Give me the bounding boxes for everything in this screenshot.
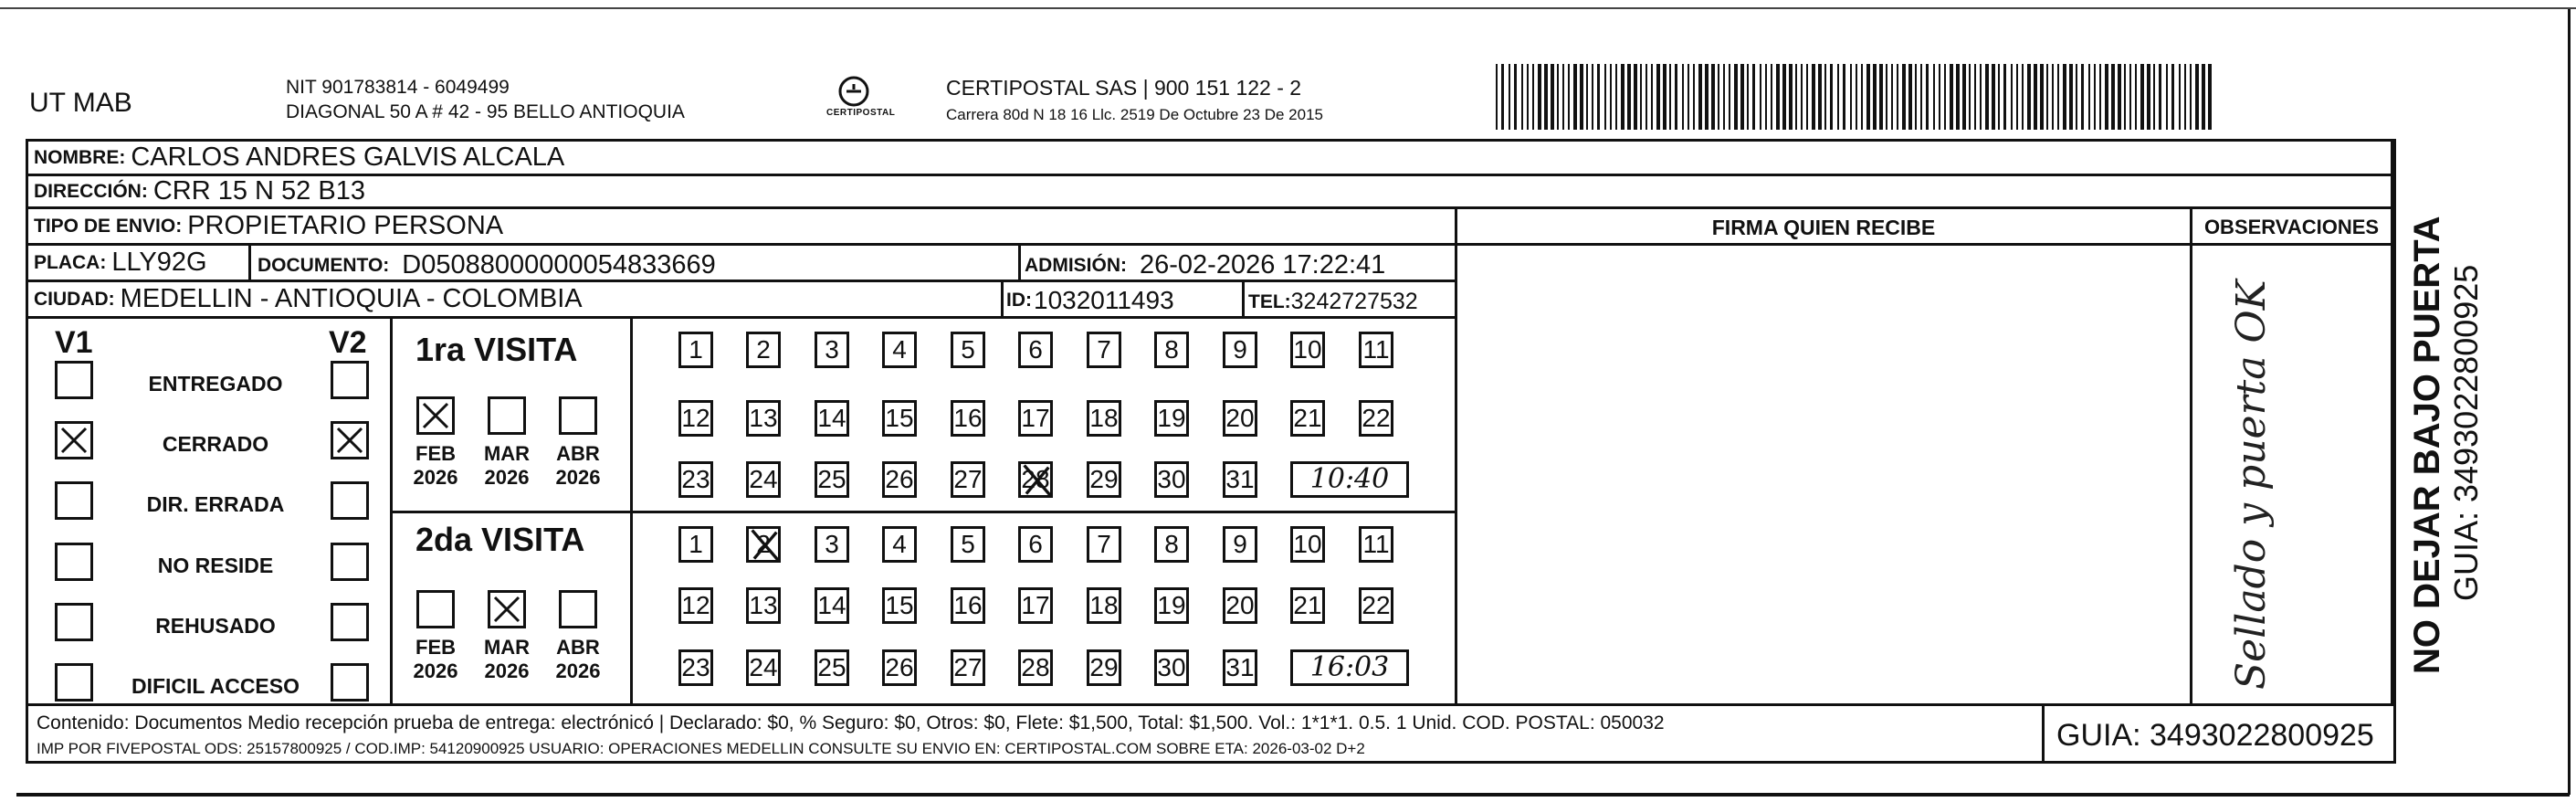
- day-box[interactable]: 10: [1290, 526, 1325, 563]
- day-box[interactable]: 21: [1290, 400, 1325, 437]
- status-option-label: ENTREGADO: [148, 372, 283, 396]
- barcode-bar: [1532, 64, 1534, 130]
- barcode-bar: [2040, 64, 2044, 130]
- day-box[interactable]: 19: [1154, 400, 1189, 437]
- side-warning: NO DEJAR BAJO PUERTA: [2407, 216, 2447, 674]
- barcode-bar: [1501, 64, 1504, 130]
- v1-label: V1: [55, 325, 93, 360]
- barcode-bar: [1615, 64, 1617, 130]
- status-option-label: REHUSADO: [155, 614, 276, 638]
- footer-print-line: IMP POR FIVEPOSTAL ODS: 25157800925 / COD.IMP: 54120900925 USUARIO: OPERACIONES MEDELLIN CONSULTE SU ENVIO EN: CERTIPOSTAL.COM SOBRE ETA: 2026-03-02 D+2: [37, 740, 1365, 757]
- v1-checkbox[interactable]: [55, 543, 93, 581]
- day-box[interactable]: 11: [1359, 526, 1393, 563]
- barcode-bar: [1521, 64, 1523, 130]
- barcode-bar: [2202, 64, 2205, 130]
- barcode-bar: [1771, 64, 1772, 130]
- plate-number: LLY92G: [111, 248, 207, 277]
- divider: [248, 246, 251, 282]
- barcode-bar: [2052, 64, 2054, 130]
- barcode-bar: [1843, 64, 1845, 130]
- barcode-bar: [2129, 64, 2131, 130]
- month-checkbox[interactable]: [559, 396, 597, 435]
- barcode-bar: [2166, 64, 2168, 130]
- barcode-bar: [1573, 64, 1577, 130]
- barcode-bar: [1669, 64, 1671, 130]
- barcode-bar: [2135, 64, 2137, 130]
- barcode-bar: [1902, 64, 1906, 130]
- v1-checkbox[interactable]: [55, 481, 93, 520]
- barcode-bar: [1782, 64, 1786, 130]
- barcode-bar: [1962, 64, 1966, 130]
- barcode-bar: [1866, 64, 1870, 130]
- barcode-bar: [2022, 64, 2024, 130]
- barcode-bar: [2208, 64, 2212, 130]
- barcode-bar: [1610, 64, 1612, 130]
- barcode-bar: [2159, 64, 2161, 130]
- barcode-bar: [2190, 64, 2192, 130]
- barcode-bar: [2094, 64, 2096, 130]
- recipient-address: CRR 15 N 52 B13: [152, 176, 365, 206]
- day-box[interactable]: 24: [746, 649, 781, 686]
- barcode-bar: [1850, 64, 1852, 130]
- visit2-title: 2da VISITA: [415, 521, 585, 558]
- barcode-bar: [1627, 64, 1631, 130]
- barcode-bar: [1856, 64, 1857, 130]
- month-year: 2026: [413, 466, 458, 489]
- day-box[interactable]: 5: [951, 332, 985, 368]
- barcode-bar: [2195, 64, 2199, 130]
- visit-time: 10:40: [1290, 461, 1409, 498]
- barcode-bar: [1908, 64, 1912, 130]
- day-mark-icon: [746, 526, 783, 563]
- id-number: 1032011493: [1034, 286, 1174, 314]
- barcode-bar: [1551, 64, 1554, 130]
- month-label: FEB: [415, 636, 456, 659]
- day-box[interactable]: 3: [815, 332, 849, 368]
- phone-number: 3242727532: [1290, 289, 1418, 314]
- day-box[interactable]: 11: [1359, 332, 1393, 368]
- day-box[interactable]: 17: [1018, 400, 1053, 437]
- page-top-edge: [0, 7, 2576, 9]
- month-label: MAR: [483, 636, 531, 659]
- page-right-edge: [2568, 9, 2571, 795]
- barcode-bar: [1723, 64, 1725, 130]
- barcode-bar: [1557, 64, 1559, 130]
- barcode-bar: [1886, 64, 1887, 130]
- barcode-bar: [1592, 64, 1593, 130]
- barcode-bar: [1933, 64, 1935, 130]
- status-option-label: DIFICIL ACCESO: [131, 674, 300, 698]
- status-option-label: DIR. ERRADA: [146, 492, 285, 516]
- day-box[interactable]: 8: [1154, 526, 1189, 563]
- barcode-bar: [1879, 64, 1883, 130]
- observaciones-handwriting: Sellado y puerta OK: [2228, 280, 2275, 690]
- status-option-label: NO RESIDE: [157, 554, 274, 577]
- barcode-bar: [1776, 64, 1780, 130]
- barcode-bar: [1747, 64, 1749, 130]
- footer-guia: GUIA: 3493022800925: [2056, 718, 2374, 753]
- day-box[interactable]: 1: [678, 332, 713, 368]
- admission-datetime: 26-02-2026 17:22:41: [1140, 250, 1386, 280]
- barcode-bar: [1795, 64, 1797, 130]
- day-box[interactable]: 20: [1223, 400, 1257, 437]
- barcode-bar: [1760, 64, 1761, 130]
- barcode-bar: [1621, 64, 1624, 130]
- day-box[interactable]: 27: [951, 461, 985, 498]
- barcode-bar: [2171, 64, 2174, 130]
- day-box[interactable]: 2: [746, 332, 781, 368]
- day-box[interactable]: 22: [1359, 400, 1393, 437]
- barcode-bar: [1891, 64, 1893, 130]
- day-box[interactable]: 23: [678, 649, 713, 686]
- barcode-bar: [1634, 64, 1637, 130]
- barcode-bar: [2099, 64, 2101, 130]
- barcode-bar: [2184, 64, 2186, 130]
- side-guia: GUIA: 3493022800925: [2447, 264, 2485, 601]
- barcode-bar: [1752, 64, 1755, 130]
- day-box[interactable]: 15: [882, 400, 917, 437]
- barcode-bar: [1663, 64, 1667, 130]
- barcode-bar: [1718, 64, 1719, 130]
- courier-license: Carrera 80d N 18 16 Llc. 2519 De Octubre 23 De 2015: [946, 106, 1323, 123]
- footer-content-line: Contenido: Documentos Medio recepción prueba de entrega: electrónicó | Declarado: $0, % Seguro: $0, Otros: $0, Flete: $1,500, Total: $1,500. Vol.: 1*1*1. 0.5. 1 Unid. COD. POSTAL: 050032: [37, 712, 1665, 733]
- day-box[interactable]: 5: [951, 526, 985, 563]
- day-box[interactable]: 20: [1223, 587, 1257, 624]
- barcode-bar: [1580, 64, 1583, 130]
- signature-divider-left: [1455, 209, 1457, 703]
- v2-checkbox[interactable]: [331, 663, 369, 702]
- day-box[interactable]: 29: [1087, 461, 1121, 498]
- documento-field: DOCUMENTO: D05088000000054833669: [258, 250, 716, 280]
- tel-field: TEL: 3242727532: [1248, 289, 1418, 314]
- barcode-bar: [1998, 64, 2000, 130]
- v2-label: V2: [329, 325, 367, 360]
- barcode-bar: [2076, 64, 2077, 130]
- barcode-bar: [1980, 64, 1982, 130]
- barcode-bar: [1897, 64, 1898, 130]
- barcode-bar: [1801, 64, 1803, 130]
- month-year: 2026: [484, 466, 530, 489]
- barcode-bar: [1818, 64, 1822, 130]
- day-box[interactable]: 21: [1290, 587, 1325, 624]
- barcode-bar: [2179, 64, 2181, 130]
- day-box[interactable]: 31: [1223, 461, 1257, 498]
- v1-checkbox[interactable]: [55, 663, 93, 702]
- barcode-bar: [1969, 64, 1971, 130]
- barcode-bar: [1640, 64, 1642, 130]
- day-box[interactable]: 6: [1018, 526, 1053, 563]
- month-year: 2026: [555, 660, 601, 682]
- month-checkbox[interactable]: [559, 590, 597, 628]
- day-box[interactable]: 26: [882, 649, 917, 686]
- v2-checkbox[interactable]: [331, 543, 369, 581]
- v2-checkbox[interactable]: [331, 421, 369, 459]
- row-nombre: NOMBRE: CARLOS ANDRES GALVIS ALCALA: [28, 142, 2393, 176]
- barcode-bar: [1656, 64, 1660, 130]
- barcode-bar: [1734, 64, 1738, 130]
- day-box[interactable]: 19: [1154, 587, 1189, 624]
- month-checkbox[interactable]: [416, 396, 455, 435]
- barcode-bar: [1597, 64, 1600, 130]
- day-box[interactable]: 4: [882, 526, 917, 563]
- courier-logo: [826, 73, 881, 128]
- barcode-bar: [1688, 64, 1689, 130]
- barcode-bar: [2118, 64, 2121, 130]
- day-box[interactable]: 18: [1087, 400, 1121, 437]
- barcode-bar: [1956, 64, 1960, 130]
- v2-checkbox[interactable]: [331, 361, 369, 399]
- v2-checkbox[interactable]: [331, 603, 369, 641]
- barcode-bar: [1944, 64, 1946, 130]
- day-box[interactable]: 29: [1087, 649, 1121, 686]
- day-mark-icon: [1018, 461, 1055, 498]
- day-box[interactable]: 26: [882, 461, 917, 498]
- day-box[interactable]: 16: [951, 587, 985, 624]
- barcode-bar: [2069, 64, 2073, 130]
- barcode-bar: [1830, 64, 1833, 130]
- day-box[interactable]: 9: [1223, 526, 1257, 563]
- barcode-bar: [1939, 64, 1940, 130]
- day-box[interactable]: 7: [1087, 332, 1121, 368]
- row-ciudad: CIUDAD: MEDELLIN - ANTIOQUIA - COLOMBIA: [28, 282, 1455, 319]
- shipment-type: PROPIETARIO PERSONA: [187, 211, 504, 240]
- day-box[interactable]: 18: [1087, 587, 1121, 624]
- barcode-bar: [1562, 64, 1564, 130]
- barcode-bar: [1538, 64, 1541, 130]
- status-option-label: CERRADO: [162, 432, 269, 456]
- visit-time: 16:03: [1290, 649, 1409, 686]
- barcode-bar: [1806, 64, 1808, 130]
- v1-checkbox[interactable]: [55, 421, 93, 459]
- day-box[interactable]: 31: [1223, 649, 1257, 686]
- month-label: ABR: [556, 636, 600, 659]
- barcode-bar: [1765, 64, 1767, 130]
- day-box[interactable]: 8: [1154, 332, 1189, 368]
- day-box[interactable]: 30: [1154, 649, 1189, 686]
- admision-field: ADMISIÓN: 26-02-2026 17:22:41: [1025, 250, 1386, 280]
- month-year: 2026: [555, 466, 601, 489]
- barcode-bar: [1693, 64, 1695, 130]
- observaciones-divider-right: [2391, 142, 2393, 703]
- day-box[interactable]: 23: [678, 461, 713, 498]
- barcode-bar: [1496, 64, 1498, 130]
- barcode-bar: [1705, 64, 1709, 130]
- divider: [1001, 282, 1004, 319]
- day-box[interactable]: 7: [1087, 526, 1121, 563]
- sender-nit: NIT 901783814 - 6049499: [286, 77, 510, 98]
- day-box[interactable]: 13: [746, 587, 781, 624]
- barcode-bar: [1915, 64, 1917, 130]
- barcode-bar: [2063, 64, 2066, 130]
- barcode-bar: [1568, 64, 1570, 130]
- v1-checkbox[interactable]: [55, 603, 93, 641]
- barcode-bar: [1920, 64, 1922, 130]
- barcode-bar: [1604, 64, 1606, 130]
- day-box[interactable]: 27: [951, 649, 985, 686]
- barcode-bar: [2105, 64, 2108, 130]
- barcode-bar: [1527, 64, 1529, 130]
- month-year: 2026: [484, 660, 530, 682]
- barcode-bar: [1675, 64, 1677, 130]
- courier-logo-icon: [826, 73, 881, 128]
- divider: [1242, 282, 1245, 319]
- day-box[interactable]: 12: [678, 587, 713, 624]
- month-label: MAR: [483, 442, 531, 465]
- courier-name: CERTIPOSTAL SAS | 900 151 122 - 2: [946, 76, 1302, 100]
- barcode-bar: [1651, 64, 1653, 130]
- barcode-bar: [1861, 64, 1863, 130]
- day-box[interactable]: 4: [882, 332, 917, 368]
- day-box[interactable]: 14: [815, 400, 849, 437]
- v2-checkbox[interactable]: [331, 481, 369, 520]
- barcode-graphic: [1494, 64, 2215, 130]
- barcode-bar: [1812, 64, 1815, 130]
- day-box[interactable]: 28: [1018, 649, 1053, 686]
- day-box[interactable]: 2: [746, 526, 781, 563]
- barcode-bar: [2147, 64, 2150, 130]
- sender-name: UT MAB: [29, 88, 132, 118]
- barcode-bar: [1711, 64, 1715, 130]
- day-box[interactable]: 22: [1359, 587, 1393, 624]
- barcode-bar: [1950, 64, 1953, 130]
- v1-checkbox[interactable]: [55, 361, 93, 399]
- day-box[interactable]: 14: [815, 587, 849, 624]
- row-placa: PLACA: LLY92G: [28, 246, 1455, 282]
- day-box[interactable]: 25: [815, 649, 849, 686]
- barcode-bar: [1509, 64, 1510, 130]
- barcode-bar: [2124, 64, 2126, 130]
- barcode-bar: [2034, 64, 2037, 130]
- barcode-bar: [1544, 64, 1548, 130]
- month-checkbox[interactable]: [488, 590, 526, 628]
- barcode-bar: [1873, 64, 1877, 130]
- month-year: 2026: [413, 660, 458, 682]
- barcode-bar: [1698, 64, 1702, 130]
- signature-header: FIRMA QUIEN RECIBE: [1711, 216, 1936, 239]
- month-label: FEB: [415, 442, 456, 465]
- divider: [1018, 246, 1021, 282]
- courier-logo-text: CERTIPOSTAL: [826, 108, 896, 118]
- document-number: D05088000000054833669: [402, 250, 716, 280]
- barcode-bar: [2027, 64, 2031, 130]
- row-direccion: DIRECCIÓN: CRR 15 N 52 B13: [28, 176, 2393, 209]
- barcode-bar: [1682, 64, 1684, 130]
- barcode-bar: [2016, 64, 2018, 130]
- barcode-bar: [1837, 64, 1839, 130]
- barcode: [1494, 64, 2215, 130]
- barcode-bar: [1586, 64, 1588, 130]
- city: MEDELLIN - ANTIOQUIA - COLOMBIA: [120, 284, 583, 313]
- day-box[interactable]: 13: [746, 400, 781, 437]
- day-box[interactable]: 15: [882, 587, 917, 624]
- id-field: ID: 1032011493: [1006, 286, 1174, 314]
- barcode-bar: [1514, 64, 1517, 130]
- day-box[interactable]: 25: [815, 461, 849, 498]
- recipient-name: CARLOS ANDRES GALVIS ALCALA: [131, 142, 565, 172]
- day-box[interactable]: 6: [1018, 332, 1053, 368]
- barcode-bar: [1729, 64, 1730, 130]
- divider: [28, 703, 2393, 706]
- barcode-bar: [1985, 64, 1989, 130]
- barcode-bar: [2011, 64, 2013, 130]
- barcode-bar: [1992, 64, 1995, 130]
- sender-address: DIAGONAL 50 A # 42 - 95 BELLO ANTIOQUIA: [286, 101, 685, 122]
- day-box[interactable]: 17: [1018, 587, 1053, 624]
- day-box[interactable]: 12: [678, 400, 713, 437]
- barcode-bar: [1824, 64, 1826, 130]
- barcode-bar: [2046, 64, 2048, 130]
- day-box[interactable]: 16: [951, 400, 985, 437]
- barcode-bar: [2081, 64, 2084, 130]
- day-box[interactable]: 28: [1018, 461, 1053, 498]
- barcode-bar: [1789, 64, 1793, 130]
- observaciones-header: OBSERVACIONES: [2203, 216, 2380, 238]
- barcode-bar: [1740, 64, 1744, 130]
- barcode-bar: [2111, 64, 2115, 130]
- divider: [1455, 243, 2393, 246]
- month-label: ABR: [556, 442, 600, 465]
- day-box[interactable]: 10: [1290, 332, 1325, 368]
- barcode-bar: [1974, 64, 1976, 130]
- visit1-title: 1ra VISITA: [415, 331, 578, 368]
- month-checkbox[interactable]: [488, 396, 526, 435]
- barcode-bar: [2088, 64, 2090, 130]
- divider: [393, 511, 1455, 513]
- day-box[interactable]: 1: [678, 526, 713, 563]
- page-bottom-edge: [16, 793, 2570, 797]
- barcode-bar: [2057, 64, 2059, 130]
- barcode-bar: [1645, 64, 1647, 130]
- row-tipo: TIPO DE ENVIO: PROPIETARIO PERSONA: [28, 209, 1455, 246]
- barcode-bar: [2140, 64, 2144, 130]
- observaciones-divider-left: [2190, 209, 2192, 703]
- day-box[interactable]: 9: [1223, 332, 1257, 368]
- day-box[interactable]: 24: [746, 461, 781, 498]
- day-box[interactable]: 3: [815, 526, 849, 563]
- month-checkbox[interactable]: [416, 590, 455, 628]
- day-box[interactable]: 30: [1154, 461, 1189, 498]
- barcode-bar: [1926, 64, 1929, 130]
- divider: [2042, 703, 2045, 764]
- barcode-bar: [2153, 64, 2155, 130]
- barcode-bar: [2003, 64, 2006, 130]
